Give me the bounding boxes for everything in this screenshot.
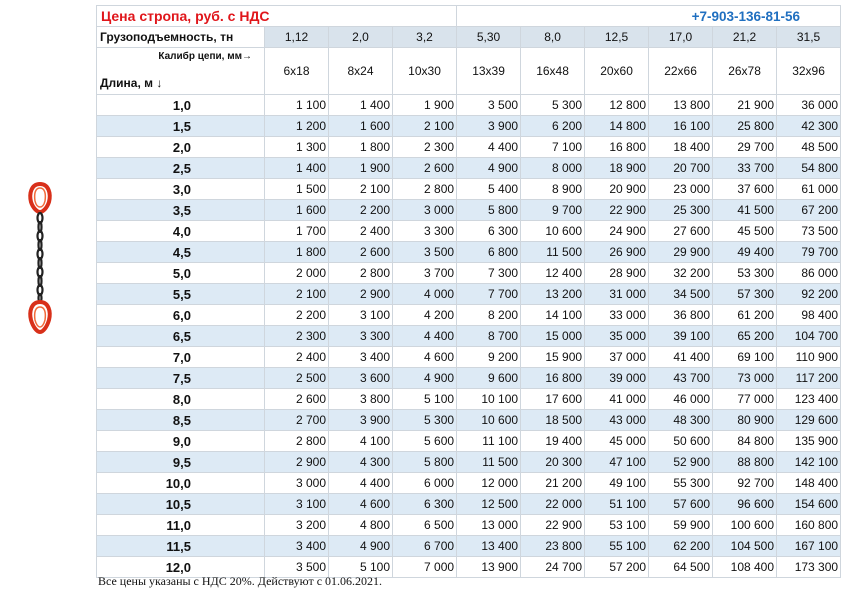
price-cell: 17 600 (521, 389, 585, 410)
price-cell: 35 000 (585, 326, 649, 347)
price-cell: 117 200 (777, 368, 841, 389)
length-label: Длина, м ↓ (100, 76, 163, 90)
price-cell: 22 900 (521, 515, 585, 536)
price-cell: 51 100 (585, 494, 649, 515)
length-cell: 3,0 (97, 179, 265, 200)
price-cell: 129 600 (777, 410, 841, 431)
price-cell: 11 100 (457, 431, 521, 452)
chain-sling-icon (26, 182, 54, 334)
table-row (97, 221, 841, 242)
price-cell: 108 400 (713, 557, 777, 578)
price-cell: 61 200 (713, 305, 777, 326)
price-cell: 69 100 (713, 347, 777, 368)
price-cell: 43 000 (585, 410, 649, 431)
price-cell: 2 800 (265, 431, 329, 452)
price-cell: 55 300 (649, 473, 713, 494)
capacity-header-cell: 1,12 (265, 27, 329, 48)
price-cell: 15 900 (521, 347, 585, 368)
table-row (97, 95, 841, 116)
length-cell: 6,0 (97, 305, 265, 326)
price-cell: 31 000 (585, 284, 649, 305)
caliber-header-cell: 32x96 (777, 48, 841, 95)
price-cell: 57 600 (649, 494, 713, 515)
price-cell: 13 400 (457, 536, 521, 557)
price-cell: 16 800 (585, 137, 649, 158)
capacity-header-cell: 2,0 (329, 27, 393, 48)
price-cell: 2 700 (265, 410, 329, 431)
table-row (97, 389, 841, 410)
price-cell: 21 900 (713, 95, 777, 116)
price-cell: 13 200 (521, 284, 585, 305)
price-cell: 4 600 (329, 494, 393, 515)
price-cell: 49 100 (585, 473, 649, 494)
price-cell: 167 100 (777, 536, 841, 557)
price-cell: 14 100 (521, 305, 585, 326)
price-cell: 2 200 (265, 305, 329, 326)
price-cell: 4 100 (329, 431, 393, 452)
table-row (97, 284, 841, 305)
price-cell: 23 800 (521, 536, 585, 557)
caliber-header-cell: 8x24 (329, 48, 393, 95)
price-cell: 2 100 (393, 116, 457, 137)
length-cell: 6,5 (97, 326, 265, 347)
capacity-header-cell: 5,30 (457, 27, 521, 48)
caliber-header-cell: 13x39 (457, 48, 521, 95)
price-cell: 1 800 (329, 137, 393, 158)
price-cell: 18 400 (649, 137, 713, 158)
price-cell: 16 800 (521, 368, 585, 389)
table-row (97, 137, 841, 158)
price-cell: 3 300 (393, 221, 457, 242)
price-cell: 48 300 (649, 410, 713, 431)
price-cell: 2 900 (329, 284, 393, 305)
price-cell: 5 300 (393, 410, 457, 431)
price-cell: 65 200 (713, 326, 777, 347)
price-cell: 3 600 (329, 368, 393, 389)
price-cell: 59 900 (649, 515, 713, 536)
caliber-header-cell: 10x30 (393, 48, 457, 95)
price-cell: 4 000 (393, 284, 457, 305)
price-cell: 77 000 (713, 389, 777, 410)
length-cell: 2,5 (97, 158, 265, 179)
price-cell: 46 000 (649, 389, 713, 410)
price-cell: 92 700 (713, 473, 777, 494)
price-cell: 57 200 (585, 557, 649, 578)
price-cell: 53 100 (585, 515, 649, 536)
length-cell: 12,0 (97, 557, 265, 578)
table-row (97, 431, 841, 452)
price-cell: 53 300 (713, 263, 777, 284)
price-cell: 8 200 (457, 305, 521, 326)
price-cell: 8 700 (457, 326, 521, 347)
price-cell: 61 000 (777, 179, 841, 200)
price-cell: 3 000 (393, 200, 457, 221)
price-cell: 2 900 (265, 452, 329, 473)
table-row (97, 368, 841, 389)
price-cell: 6 000 (393, 473, 457, 494)
caliber-header-cell: 26x78 (713, 48, 777, 95)
price-cell: 3 700 (393, 263, 457, 284)
table-row (97, 410, 841, 431)
price-cell: 5 600 (393, 431, 457, 452)
price-cell: 22 000 (521, 494, 585, 515)
price-cell: 2 800 (329, 263, 393, 284)
caliber-header-cell: 16x48 (521, 48, 585, 95)
price-cell: 5 100 (329, 557, 393, 578)
price-cell: 104 700 (777, 326, 841, 347)
price-cell: 33 700 (713, 158, 777, 179)
length-cell: 11,5 (97, 536, 265, 557)
caliber-header-cell: 20x60 (585, 48, 649, 95)
price-cell: 28 900 (585, 263, 649, 284)
price-cell: 10 100 (457, 389, 521, 410)
price-cell: 2 600 (329, 242, 393, 263)
table-row (97, 158, 841, 179)
price-cell: 62 200 (649, 536, 713, 557)
price-cell: 25 800 (713, 116, 777, 137)
table-row (97, 452, 841, 473)
price-cell: 1 700 (265, 221, 329, 242)
price-cell: 5 400 (457, 179, 521, 200)
capacity-header-cell: 31,5 (777, 27, 841, 48)
price-cell: 92 200 (777, 284, 841, 305)
price-cell: 50 600 (649, 431, 713, 452)
price-cell: 4 200 (393, 305, 457, 326)
price-cell: 110 900 (777, 347, 841, 368)
price-cell: 39 100 (649, 326, 713, 347)
price-cell: 79 700 (777, 242, 841, 263)
price-cell: 13 000 (457, 515, 521, 536)
price-cell: 2 600 (265, 389, 329, 410)
length-cell: 2,0 (97, 137, 265, 158)
length-cell: 4,0 (97, 221, 265, 242)
length-cell: 10,5 (97, 494, 265, 515)
caliber-label: Калибр цепи, мм→ (158, 51, 252, 62)
caliber-header-cell: 22x66 (649, 48, 713, 95)
capacity-header-row (97, 27, 841, 48)
price-cell: 86 000 (777, 263, 841, 284)
price-cell: 49 400 (713, 242, 777, 263)
price-cell: 2 100 (329, 179, 393, 200)
price-cell: 41 400 (649, 347, 713, 368)
length-cell: 9,5 (97, 452, 265, 473)
price-cell: 7 000 (393, 557, 457, 578)
length-cell: 1,5 (97, 116, 265, 137)
table-row (97, 536, 841, 557)
price-cell: 4 600 (393, 347, 457, 368)
price-cell: 4 400 (393, 326, 457, 347)
price-cell: 36 800 (649, 305, 713, 326)
length-cell: 7,0 (97, 347, 265, 368)
price-cell: 32 200 (649, 263, 713, 284)
price-cell: 3 900 (329, 410, 393, 431)
price-cell: 52 900 (649, 452, 713, 473)
capacity-header-cell: 17,0 (649, 27, 713, 48)
length-cell: 9,0 (97, 431, 265, 452)
price-cell: 148 400 (777, 473, 841, 494)
price-cell: 29 900 (649, 242, 713, 263)
price-cell: 154 600 (777, 494, 841, 515)
length-cell: 5,0 (97, 263, 265, 284)
capacity-header-cell: 21,2 (713, 27, 777, 48)
price-cell: 29 700 (713, 137, 777, 158)
price-cell: 22 900 (585, 200, 649, 221)
table-row (97, 116, 841, 137)
price-cell: 1 500 (265, 179, 329, 200)
price-cell: 2 300 (265, 326, 329, 347)
price-cell: 6 500 (393, 515, 457, 536)
price-cell: 3 300 (329, 326, 393, 347)
price-cell: 42 300 (777, 116, 841, 137)
price-cell: 3 500 (265, 557, 329, 578)
price-cell: 33 000 (585, 305, 649, 326)
price-cell: 54 800 (777, 158, 841, 179)
price-cell: 20 900 (585, 179, 649, 200)
price-cell: 9 700 (521, 200, 585, 221)
price-cell: 2 500 (265, 368, 329, 389)
price-cell: 55 100 (585, 536, 649, 557)
capacity-label: Грузоподъемность, тн (97, 27, 265, 48)
price-cell: 39 000 (585, 368, 649, 389)
price-cell: 11 500 (457, 452, 521, 473)
price-cell: 20 300 (521, 452, 585, 473)
price-cell: 6 700 (393, 536, 457, 557)
price-cell: 160 800 (777, 515, 841, 536)
price-cell: 3 500 (393, 242, 457, 263)
capacity-header-cell: 12,5 (585, 27, 649, 48)
price-cell: 1 100 (265, 95, 329, 116)
price-cell: 4 900 (329, 536, 393, 557)
price-cell: 123 400 (777, 389, 841, 410)
capacity-header-cell: 3,2 (393, 27, 457, 48)
table-row (97, 494, 841, 515)
price-cell: 3 400 (265, 536, 329, 557)
price-cell: 4 400 (329, 473, 393, 494)
price-cell: 80 900 (713, 410, 777, 431)
price-cell: 13 800 (649, 95, 713, 116)
price-cell: 3 100 (265, 494, 329, 515)
price-cell: 6 300 (457, 221, 521, 242)
length-cell: 8,0 (97, 389, 265, 410)
price-cell: 10 600 (521, 221, 585, 242)
price-cell: 5 800 (457, 200, 521, 221)
title-row (97, 6, 841, 27)
price-cell: 12 000 (457, 473, 521, 494)
price-cell: 3 500 (457, 95, 521, 116)
price-cell: 57 300 (713, 284, 777, 305)
price-cell: 1 600 (265, 200, 329, 221)
price-cell: 36 000 (777, 95, 841, 116)
footnote: Все цены указаны с НДС 20%. Действуют с 01.06.2021. (98, 574, 383, 588)
price-cell: 84 800 (713, 431, 777, 452)
length-cell: 5,5 (97, 284, 265, 305)
price-cell: 1 800 (265, 242, 329, 263)
price-cell: 8 000 (521, 158, 585, 179)
price-cell: 7 100 (521, 137, 585, 158)
caliber-header-row (97, 48, 841, 95)
price-cell: 45 500 (713, 221, 777, 242)
price-cell: 104 500 (713, 536, 777, 557)
length-cell: 4,5 (97, 242, 265, 263)
price-cell: 7 700 (457, 284, 521, 305)
price-cell: 41 500 (713, 200, 777, 221)
length-cell: 3,5 (97, 200, 265, 221)
price-cell: 96 600 (713, 494, 777, 515)
price-cell: 2 000 (265, 263, 329, 284)
price-cell: 1 600 (329, 116, 393, 137)
price-cell: 3 800 (329, 389, 393, 410)
price-cell: 3 100 (329, 305, 393, 326)
price-cell: 5 300 (521, 95, 585, 116)
table-row (97, 263, 841, 284)
price-cell: 4 900 (393, 368, 457, 389)
capacity-header-cell: 8,0 (521, 27, 585, 48)
price-cell: 11 500 (521, 242, 585, 263)
price-cell: 16 100 (649, 116, 713, 137)
price-cell: 8 900 (521, 179, 585, 200)
length-cell: 7,5 (97, 368, 265, 389)
price-cell: 24 900 (585, 221, 649, 242)
price-cell: 3 400 (329, 347, 393, 368)
price-cell: 18 900 (585, 158, 649, 179)
phone-number[interactable]: +7-903-136-81-56 (457, 6, 841, 27)
price-table (96, 5, 841, 578)
price-cell: 1 900 (329, 158, 393, 179)
length-cell: 1,0 (97, 95, 265, 116)
price-cell: 9 200 (457, 347, 521, 368)
price-cell: 48 500 (777, 137, 841, 158)
table-row (97, 305, 841, 326)
price-cell: 3 000 (265, 473, 329, 494)
price-cell: 5 100 (393, 389, 457, 410)
price-cell: 27 600 (649, 221, 713, 242)
price-cell: 20 700 (649, 158, 713, 179)
price-cell: 135 900 (777, 431, 841, 452)
corner-header (97, 48, 265, 95)
price-cell: 100 600 (713, 515, 777, 536)
price-cell: 2 600 (393, 158, 457, 179)
price-cell: 4 300 (329, 452, 393, 473)
price-cell: 2 300 (393, 137, 457, 158)
price-cell: 7 300 (457, 263, 521, 284)
price-cell: 21 200 (521, 473, 585, 494)
price-cell: 73 500 (777, 221, 841, 242)
price-cell: 4 900 (457, 158, 521, 179)
price-cell: 3 900 (457, 116, 521, 137)
price-cell: 1 400 (265, 158, 329, 179)
price-cell: 12 400 (521, 263, 585, 284)
price-cell: 98 400 (777, 305, 841, 326)
price-cell: 67 200 (777, 200, 841, 221)
price-cell: 2 400 (329, 221, 393, 242)
price-cell: 3 200 (265, 515, 329, 536)
table-row (97, 347, 841, 368)
price-cell: 6 300 (393, 494, 457, 515)
price-cell: 24 700 (521, 557, 585, 578)
price-cell: 47 100 (585, 452, 649, 473)
table-row (97, 515, 841, 536)
price-cell: 2 100 (265, 284, 329, 305)
price-cell: 19 400 (521, 431, 585, 452)
price-cell: 25 300 (649, 200, 713, 221)
price-cell: 15 000 (521, 326, 585, 347)
price-cell: 37 000 (585, 347, 649, 368)
price-cell: 6 200 (521, 116, 585, 137)
table-row (97, 326, 841, 347)
price-cell: 9 600 (457, 368, 521, 389)
price-cell: 13 900 (457, 557, 521, 578)
price-cell: 10 600 (457, 410, 521, 431)
table-row (97, 473, 841, 494)
length-cell: 10,0 (97, 473, 265, 494)
price-cell: 2 800 (393, 179, 457, 200)
table-row (97, 200, 841, 221)
price-cell: 14 800 (585, 116, 649, 137)
table-row (97, 242, 841, 263)
price-cell: 2 400 (265, 347, 329, 368)
price-cell: 34 500 (649, 284, 713, 305)
price-cell: 12 800 (585, 95, 649, 116)
price-cell: 1 900 (393, 95, 457, 116)
price-cell: 6 800 (457, 242, 521, 263)
price-cell: 41 000 (585, 389, 649, 410)
price-cell: 37 600 (713, 179, 777, 200)
price-cell: 18 500 (521, 410, 585, 431)
price-cell: 142 100 (777, 452, 841, 473)
price-cell: 2 200 (329, 200, 393, 221)
price-cell: 4 800 (329, 515, 393, 536)
price-cell: 173 300 (777, 557, 841, 578)
price-cell: 43 700 (649, 368, 713, 389)
caliber-header-cell: 6x18 (265, 48, 329, 95)
price-cell: 23 000 (649, 179, 713, 200)
price-cell: 73 000 (713, 368, 777, 389)
price-cell: 1 300 (265, 137, 329, 158)
price-cell: 5 800 (393, 452, 457, 473)
price-cell: 1 400 (329, 95, 393, 116)
table-row (97, 179, 841, 200)
page-title: Цена стропа, руб. с НДС (97, 6, 457, 27)
price-cell: 26 900 (585, 242, 649, 263)
price-cell: 4 400 (457, 137, 521, 158)
price-cell: 45 000 (585, 431, 649, 452)
length-cell: 11,0 (97, 515, 265, 536)
price-cell: 1 200 (265, 116, 329, 137)
price-cell: 88 800 (713, 452, 777, 473)
length-cell: 8,5 (97, 410, 265, 431)
price-cell: 64 500 (649, 557, 713, 578)
price-cell: 12 500 (457, 494, 521, 515)
